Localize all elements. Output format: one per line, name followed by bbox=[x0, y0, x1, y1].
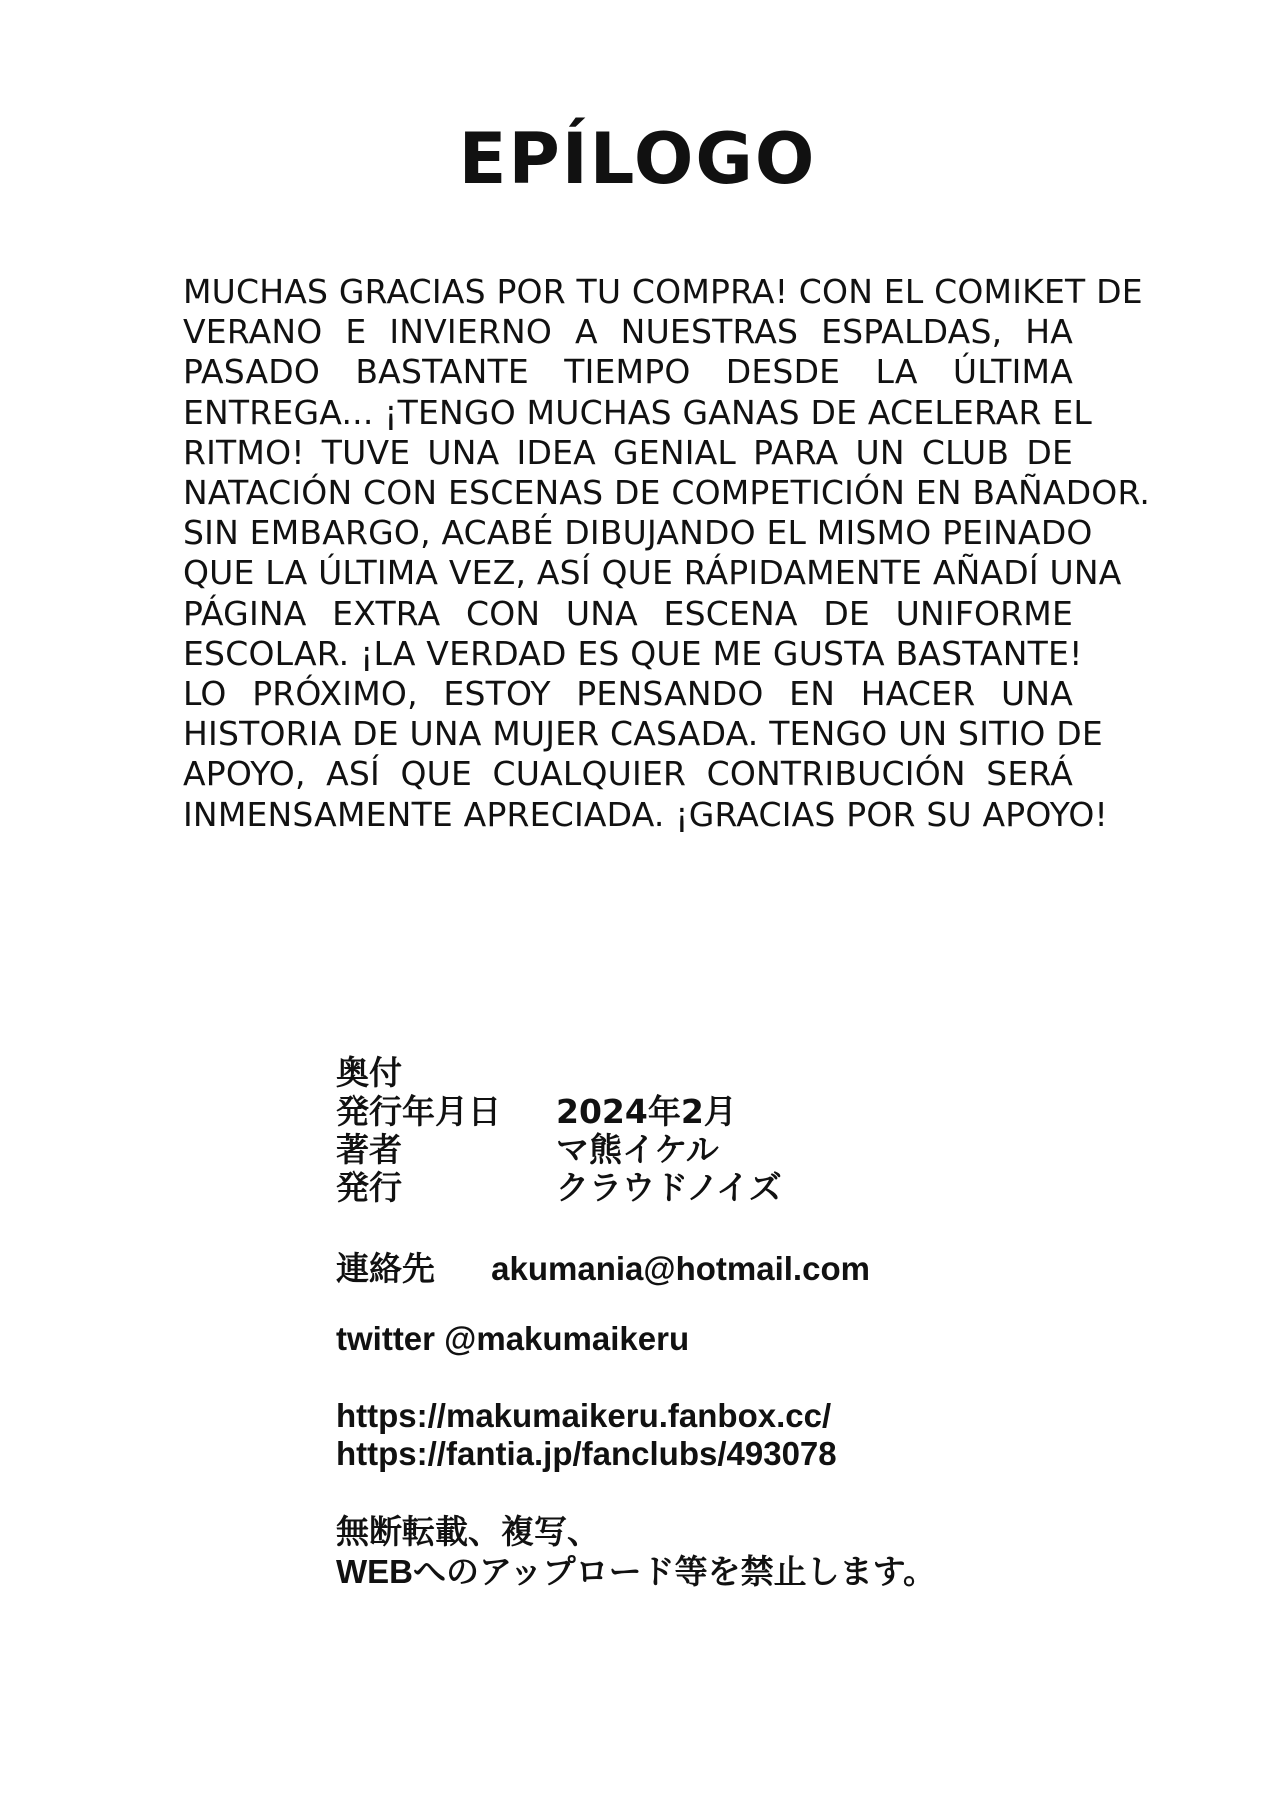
fantia-link[interactable]: https://fantia.jp/fanclubs/493078 bbox=[336, 1435, 837, 1472]
notice-line: 無断転載、複写、 bbox=[336, 1512, 600, 1551]
epilogue-line: HISTORIA DE UNA MUJER CASADA. TENGO UN SITIO DE bbox=[183, 714, 1103, 754]
page-title: EPÍLOGO bbox=[458, 118, 817, 200]
notice-line-text: WEBへのアップロード等を禁止します。 bbox=[336, 1553, 937, 1590]
colophon-value: マ熊イケル bbox=[556, 1130, 719, 1169]
epilogue-line: VERANO E INVIERNO A NUESTRAS ESPALDAS, HA bbox=[183, 312, 1073, 352]
epilogue-line: PÁGINA EXTRA CON UNA ESCENA DE UNIFORME bbox=[183, 593, 1073, 633]
epilogue-line: PASADO BASTANTE TIEMPO DESDE LA ÚLTIMA bbox=[183, 352, 1073, 392]
colophon-label: 発行年月日 bbox=[336, 1092, 501, 1131]
twitter-handle[interactable]: twitter @makumaikeru bbox=[336, 1320, 690, 1357]
colophon-label: 発行 bbox=[336, 1168, 402, 1207]
colophon-row-publish-date bbox=[336, 1093, 782, 1131]
copyright-notice bbox=[336, 1512, 936, 1592]
contact-label: 連絡先 bbox=[336, 1249, 435, 1288]
support-links bbox=[336, 1397, 837, 1473]
colophon-row-publisher bbox=[336, 1169, 782, 1207]
notice-line bbox=[336, 1552, 936, 1592]
epilogue-line: ENTREGA... ¡TENGO MUCHAS GANAS DE ACELERAR EL bbox=[183, 392, 1092, 432]
colophon-row-author bbox=[336, 1131, 782, 1169]
epilogue-line: SIN EMBARGO, ACABÉ DIBUJANDO EL MISMO PEINADO bbox=[183, 513, 1093, 553]
fanbox-link[interactable]: https://makumaikeru.fanbox.cc/ bbox=[336, 1397, 832, 1434]
epilogue-line: QUE LA ÚLTIMA VEZ, ASÍ QUE RÁPIDAMENTE AÑADÍ UNA bbox=[183, 553, 1122, 593]
epilogue-line: NATACIÓN CON ESCENAS DE COMPETICIÓN EN BAÑADOR. bbox=[183, 473, 1151, 513]
epilogue-line: LO PRÓXIMO, ESTOY PENSANDO EN HACER UNA bbox=[183, 674, 1073, 714]
epilogue-line: INMENSAMENTE APRECIADA. ¡GRACIAS POR SU APOYO! bbox=[183, 794, 1108, 834]
colophon-value: クラウドノイズ bbox=[556, 1168, 782, 1207]
epilogue-line: ESCOLAR. ¡LA VERDAD ES QUE ME GUSTA BASTANTE! bbox=[183, 633, 1083, 673]
epilogue-line: APOYO, ASÍ QUE CUALQUIER CONTRIBUCIÓN SERÁ bbox=[183, 754, 1073, 794]
epilogue-line: RITMO! TUVE UNA IDEA GENIAL PARA UN CLUB DE bbox=[183, 432, 1073, 472]
epilogue-text bbox=[183, 272, 1151, 835]
colophon-value: 2024年2月 bbox=[556, 1092, 737, 1131]
epilogue-line: MUCHAS GRACIAS POR TU COMPRA! CON EL COMIKET DE bbox=[183, 272, 1143, 311]
colophon-label: 著者 bbox=[336, 1130, 402, 1169]
colophon bbox=[336, 1053, 782, 1207]
contact-email-line bbox=[336, 1243, 870, 1290]
contact-email[interactable]: akumania@hotmail.com bbox=[491, 1250, 870, 1287]
colophon-heading: 奥付 bbox=[336, 1053, 402, 1092]
